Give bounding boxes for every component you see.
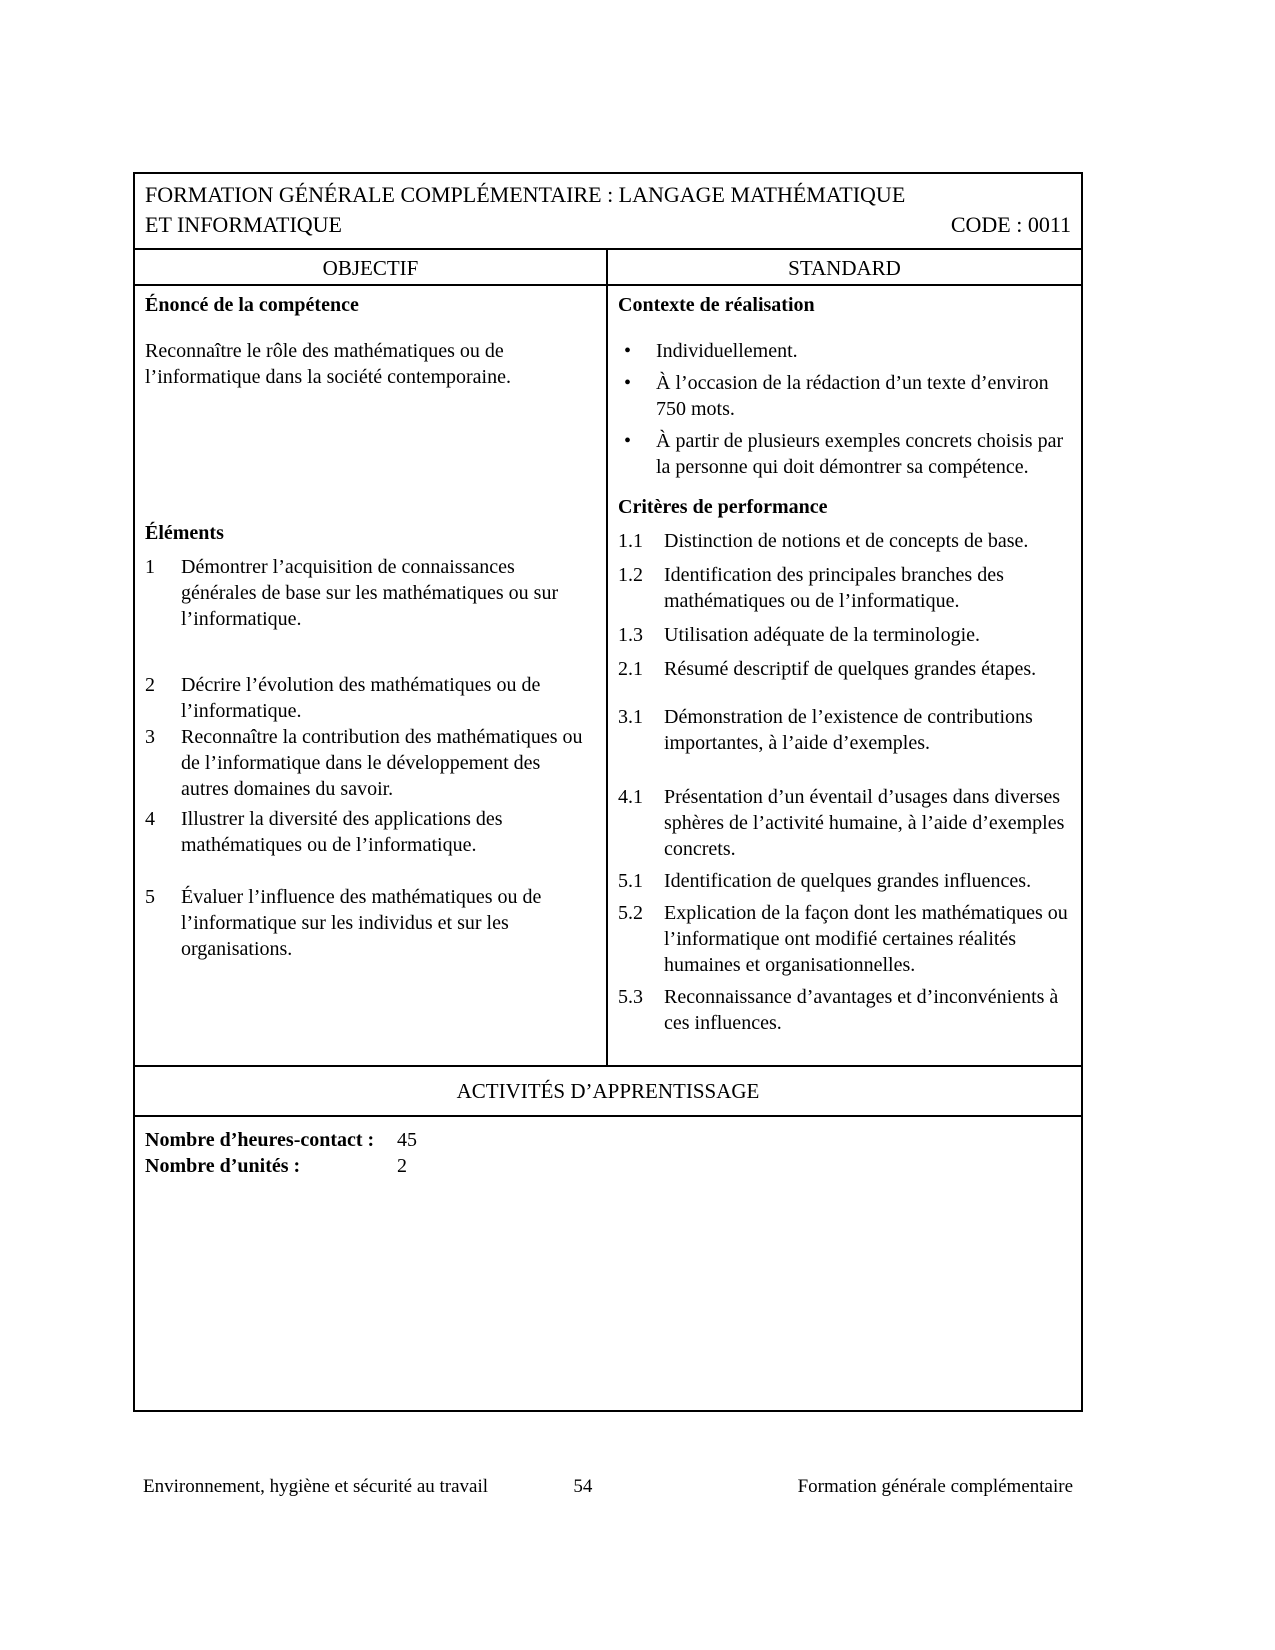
critere-item-2-1 — [618, 656, 1071, 682]
element-item-3 — [145, 724, 592, 802]
critere-item-5-2 — [618, 900, 1071, 978]
element-item-4 — [145, 806, 592, 858]
footer-left-text: Environnement, hygiène et sécurité au travail — [143, 1476, 489, 1497]
criteres-heading: Critères de performance — [618, 496, 828, 518]
critere-item-1-1 — [618, 528, 1071, 554]
critere-number: 1.2 — [618, 564, 643, 586]
main-content-row — [135, 284, 1081, 1065]
element-number: 4 — [145, 808, 155, 830]
critere-number: 5.1 — [618, 870, 643, 892]
element-text: Reconnaître la contribution des mathématiques ou de l’informatique dans le développement des autres domaines du savoir. — [181, 726, 583, 800]
element-text: Décrire l’évolution des mathématiques ou de l’informatique. — [181, 674, 541, 722]
critere-item-3-1 — [618, 704, 1071, 756]
enonce-text: Reconnaître le rôle des mathématiques ou de l’informatique dans la société contemporaine. — [145, 340, 511, 388]
critere-item-5-1 — [618, 868, 1071, 894]
element-text: Évaluer l’influence des mathématiques ou de l’informatique sur les individus et sur les organisations. — [181, 886, 542, 960]
critere-item-1-3 — [618, 622, 1071, 648]
critere-text: Distinction de notions et de concepts de base. — [664, 530, 1029, 552]
hours-contact-label: Nombre d’heures-contact : — [145, 1129, 375, 1151]
contexte-item-3 — [618, 428, 1071, 480]
footer-page-number: 54 — [573, 1476, 593, 1497]
footer-right-text: Formation générale complémentaire — [797, 1476, 1073, 1497]
critere-text: Reconnaissance d’avantages et d’inconvénients à ces influences. — [664, 986, 1059, 1034]
critere-item-1-2 — [618, 562, 1071, 614]
contexte-text: • À l’occasion de la rédaction d’un texte d’environ 750 mots. — [656, 372, 1049, 420]
contexte-item-2 — [618, 370, 1071, 422]
critere-number: 5.2 — [618, 902, 643, 924]
course-title-line2: ET INFORMATIQUE — [145, 212, 342, 237]
critere-text: Utilisation adéquate de la terminologie. — [664, 624, 981, 646]
contexte-text: • Individuellement. — [656, 340, 798, 362]
hours-row — [135, 1115, 1081, 1410]
hours-contact-value: 45 — [397, 1129, 417, 1151]
objectif-column — [135, 286, 608, 1065]
element-number: 1 — [145, 556, 155, 578]
element-text: Démontrer l’acquisition de connaissances générales de base sur les mathématiques ou sur l’informatique. — [181, 556, 559, 630]
critere-item-4-1 — [618, 784, 1071, 862]
units-value: 2 — [397, 1155, 407, 1177]
course-title-line1: FORMATION GÉNÉRALE COMPLÉMENTAIRE : LANGAGE MATHÉMATIQUE — [145, 182, 906, 207]
element-item-2 — [145, 672, 592, 724]
title-row — [135, 174, 1081, 248]
critere-text: Résumé descriptif de quelques grandes étapes. — [664, 658, 1037, 680]
critere-text: Présentation d’un éventail d’usages dans diverses sphères de l’activité humaine, à l’aide d’exemples concrets. — [664, 786, 1065, 860]
critere-number: 4.1 — [618, 786, 643, 808]
critere-number: 3.1 — [618, 706, 643, 728]
activities-heading: ACTIVITÉS D’APPRENTISSAGE — [456, 1079, 760, 1103]
activities-heading-row — [135, 1065, 1081, 1115]
element-item-5 — [145, 884, 592, 962]
critere-text: Identification de quelques grandes influences. — [664, 870, 1032, 892]
standard-column-header: STANDARD — [788, 256, 901, 280]
elements-heading: Éléments — [145, 522, 224, 544]
critere-number: 1.1 — [618, 530, 643, 552]
contexte-heading: Contexte de réalisation — [618, 294, 815, 316]
column-header-row — [135, 248, 1081, 284]
contexte-text: • À partir de plusieurs exemples concrets choisis par la personne qui doit démontrer sa compétence. — [656, 430, 1064, 478]
course-code: CODE : 0011 — [950, 212, 1071, 237]
hours-contact-line — [145, 1127, 1071, 1153]
element-number: 3 — [145, 726, 155, 748]
element-number: 2 — [145, 674, 155, 696]
critere-item-5-3 — [618, 984, 1071, 1036]
page-footer — [133, 1474, 1083, 1500]
enonce-heading: Énoncé de la compétence — [145, 294, 359, 316]
critere-text: Identification des principales branches des mathématiques ou de l’informatique. — [664, 564, 1004, 612]
critere-text: Explication de la façon dont les mathématiques ou l’informatique ont modifié certaines réalités humaines et organisationnelles. — [664, 902, 1068, 976]
element-number: 5 — [145, 886, 155, 908]
course-table — [133, 172, 1083, 1412]
critere-text: Démonstration de l’existence de contributions importantes, à l’aide d’exemples. — [664, 706, 1033, 754]
critere-number: 2.1 — [618, 658, 643, 680]
element-item-1 — [145, 554, 592, 632]
contexte-item-1 — [618, 338, 1071, 364]
objectif-column-header: OBJECTIF — [135, 250, 608, 284]
units-line — [145, 1153, 1071, 1179]
element-text: Illustrer la diversité des applications des mathématiques ou de l’informatique. — [181, 808, 503, 856]
critere-number: 5.3 — [618, 986, 643, 1008]
standard-column — [608, 286, 1081, 1065]
critere-number: 1.3 — [618, 624, 643, 646]
units-label: Nombre d’unités : — [145, 1155, 301, 1177]
